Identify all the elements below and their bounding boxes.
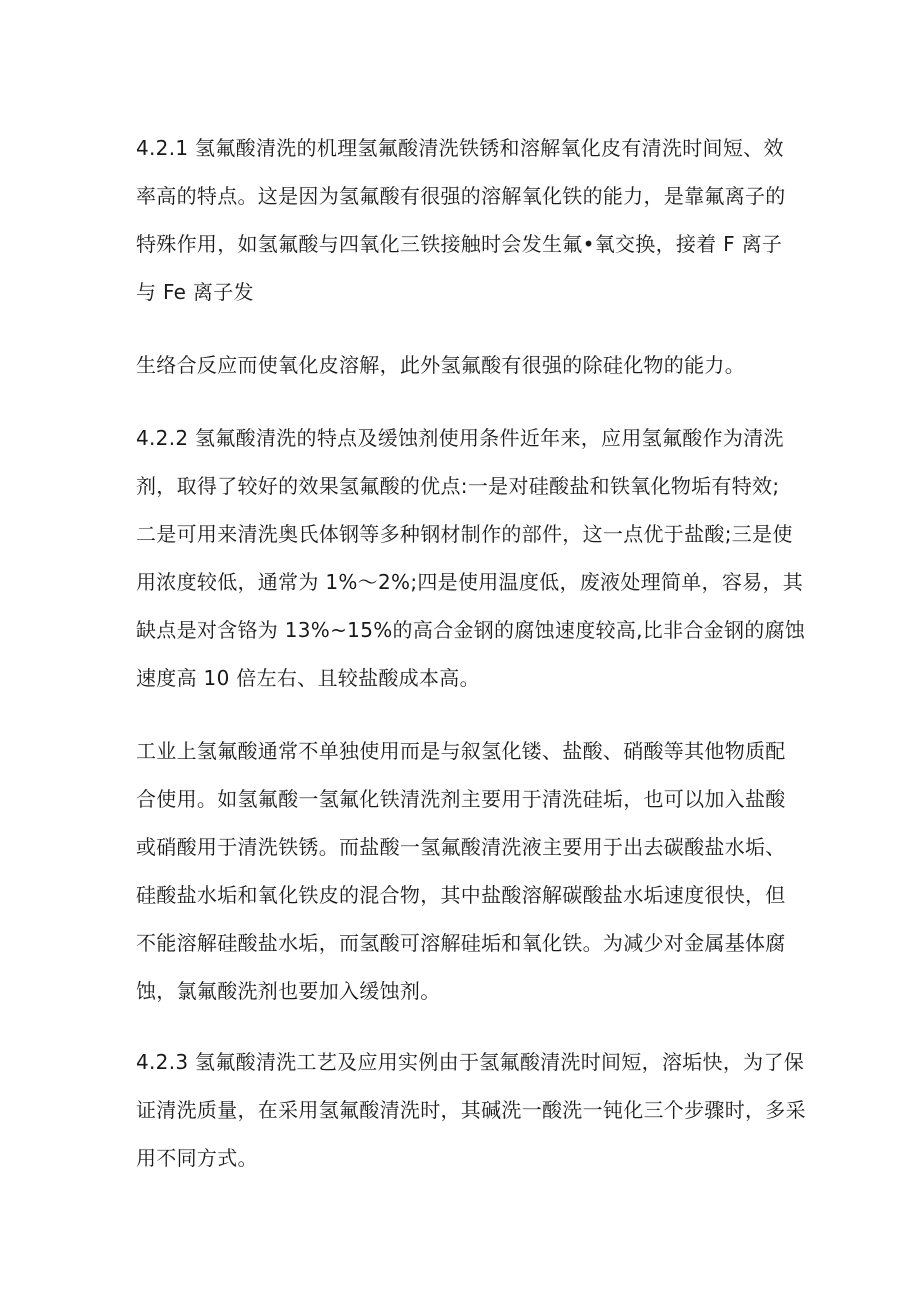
text-line: 速度高 10 倍左右、且较盐酸成本高。 (136, 666, 480, 690)
text-line: 4.2.3 氢氟酸清洗工艺及应用实例由于氢氟酸清洗时间短，溶垢快，为了保 (136, 1050, 805, 1074)
text-line: 合使用。如氢氟酸一氢氟化铁清洗剂主要用于清洗硅垢，也可以加入盐酸 (136, 787, 786, 811)
text-line: 用不同方式。 (136, 1146, 258, 1170)
text-line: 4.2.2 氢氟酸清洗的特点及缓蚀剂使用条件近年来，应用氢氟酸作为清洗 (136, 426, 784, 450)
text-line: 与 Fe 离子发 (136, 280, 254, 304)
text-line: 用浓度较低，通常为 1%～2%;四是使用温度低，废液处理简单，容易，其 (136, 570, 804, 594)
text-line: 剂，取得了较好的效果氢氟酸的优点:一是对硅酸盐和铁氧化物垢有特效; (136, 474, 780, 498)
text-line: 或硝酸用于清洗铁锈。而盐酸一氢氟酸清洗液主要用于出去碳酸盐水垢、 (136, 835, 786, 859)
text-line: 二是可用来清洗奥氏体钢等多种钢材制作的部件，这一点优于盐酸;三是使 (136, 522, 793, 546)
text-line: 工业上氢氟酸通常不单独使用而是与叙氢化镂、盐酸、硝酸等其他物质配 (136, 739, 786, 763)
text-line: 证清洗质量，在采用氢氟酸清洗时，其碱洗一酸洗一钝化三个步骤时，多采 (136, 1098, 806, 1122)
text-line: 4.2.1 氢氟酸清洗的机理氢氟酸清洗铁锈和溶解氧化皮有清洗时间短、效 (136, 136, 784, 160)
text-line: 硅酸盐水垢和氧化铁皮的混合物，其中盐酸溶解碳酸盐水垢速度很快，但 (136, 883, 786, 907)
text-line: 蚀，氯氟酸洗剂也要加入缓蚀剂。 (136, 979, 441, 1003)
text-line: 不能溶解硅酸盐水垢，而氢酸可溶解硅垢和氧化铁。为减少对金属基体腐 (136, 931, 786, 955)
text-line: 率高的特点。这是因为氢氟酸有很强的溶解氧化铁的能力，是靠氟离子的 (136, 184, 786, 208)
text-line: 缺点是对含铬为 13%~15%的高合金钢的腐蚀速度较高,比非合金钢的腐蚀 (136, 618, 806, 642)
text-line: 特殊作用，如氢氟酸与四氧化三铁接触时会发生氟•氧交换，接着 F 离子 (136, 232, 783, 256)
text-line: 生络合反应而使氧化皮溶解，此外氢氟酸有很强的除硅化物的能力。 (136, 353, 745, 377)
